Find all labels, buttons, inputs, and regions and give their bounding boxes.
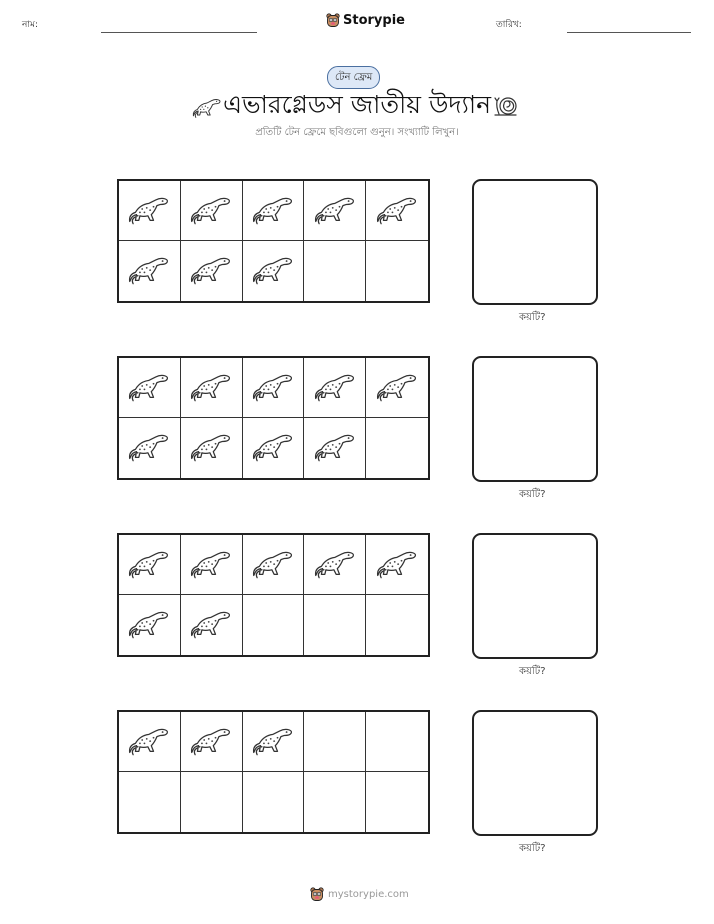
lizard-icon [250,192,296,230]
topic-badge: টেন ফ্রেম [327,66,380,89]
ten-frame [117,179,430,303]
frame-cell [243,181,305,241]
name-label: নাম: [22,20,39,30]
frame-cell [181,241,243,301]
ten-frame [117,533,430,657]
lizard-icon [188,606,234,644]
frame-cell [366,358,428,418]
frame-cell [181,358,243,418]
lizard-icon [126,606,172,644]
frame-cell [304,358,366,418]
frame-cell [119,595,181,655]
lizard-icon [188,546,234,584]
bear-icon [310,887,324,902]
brand-name: Storypie [343,13,405,28]
ten-frame [117,356,430,480]
frame-cell [119,181,181,241]
frame-cell [243,418,305,478]
answer-box[interactable] [472,710,598,836]
answer-box[interactable] [472,356,598,482]
frame-cell [119,358,181,418]
frame-cell [304,181,366,241]
lizard-icon [250,429,296,467]
date-label: তারিখ: [496,20,522,30]
date-field[interactable] [567,32,691,33]
footer [310,887,409,902]
frame-cell [366,181,428,241]
frame-cell [181,535,243,595]
bear-icon [326,13,340,28]
frame-cell [366,595,428,655]
lizard-icon [250,369,296,407]
frame-cell [119,712,181,772]
frame-cell [304,712,366,772]
frame-cell [304,241,366,301]
footer-url: mystorypie.com [328,889,409,900]
lizard-icon [126,546,172,584]
lizard-icon [374,369,420,407]
lizard-icon [374,546,420,584]
lizard-icon [126,192,172,230]
name-field[interactable] [101,32,257,33]
frame-cell [304,418,366,478]
frame-cell [366,712,428,772]
frame-cell [181,712,243,772]
lizard-icon [188,429,234,467]
how-many-label: কয়টি? [519,312,546,323]
frame-cell [366,241,428,301]
frame-cell [366,535,428,595]
frame-cell [304,535,366,595]
lizard-icon [250,252,296,290]
frame-cell [243,241,305,301]
lizard-icon [188,369,234,407]
how-many-label: কয়টি? [519,666,546,677]
frame-cell [119,418,181,478]
snail-icon [493,95,519,117]
frame-cell [243,595,305,655]
instructions: প্রতিটি টেন ফ্রেমে ছবিগুলো গুনুন। সংখ্যাটি লিখুন। [255,127,459,138]
lizard-icon [126,369,172,407]
lizard-icon [126,252,172,290]
answer-box[interactable] [472,533,598,659]
frame-cell [366,418,428,478]
lizard-icon [188,252,234,290]
lizard-icon [250,723,296,761]
frame-cell [181,772,243,832]
lizard-icon [188,192,234,230]
frame-cell [181,181,243,241]
frame-cell [366,772,428,832]
frame-cell [119,535,181,595]
lizard-icon [312,429,358,467]
frame-cell [119,241,181,301]
brand-logo [326,13,405,28]
page-title: এভারগ্লেডস জাতীয় উদ্যান [222,90,491,119]
lizard-icon [126,429,172,467]
frame-cell [243,358,305,418]
frame-cell [119,772,181,832]
frame-cell [243,535,305,595]
lizard-icon [374,192,420,230]
lizard-icon [250,546,296,584]
lizard-icon [312,369,358,407]
lizard-icon [188,723,234,761]
lizard-icon [312,546,358,584]
how-many-label: কয়টি? [519,489,546,500]
frame-cell [304,595,366,655]
lizard-icon [312,192,358,230]
frame-cell [243,772,305,832]
lizard-icon [126,723,172,761]
frame-cell [181,595,243,655]
frame-cell [181,418,243,478]
frame-cell [304,772,366,832]
ten-frame [117,710,430,834]
how-many-label: কয়টি? [519,843,546,854]
answer-box[interactable] [472,179,598,305]
frame-cell [243,712,305,772]
